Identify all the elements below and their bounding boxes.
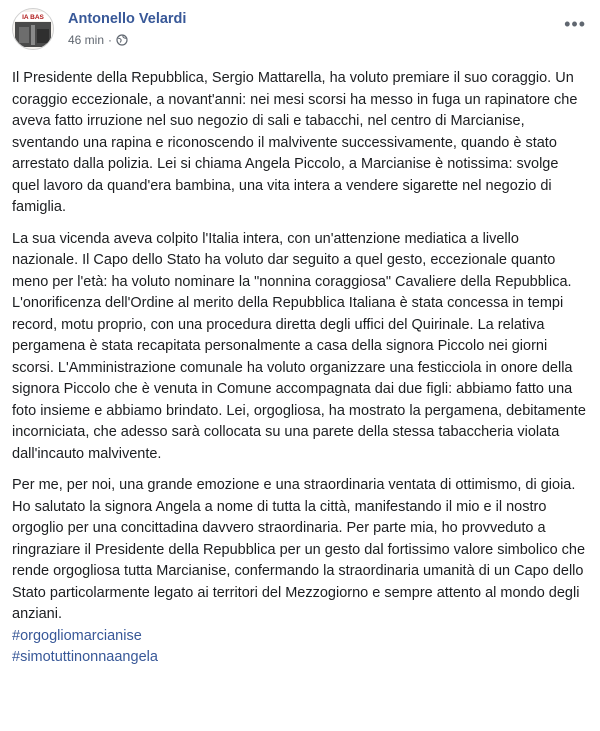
paragraph-1: Il Presidente della Repubblica, Sergio Mattarella, ha voluto premiare il suo coraggio. Un coraggio eccezionale, a novant'anni: nei mesi scorsi ha messo in fuga un rapinatore che aveva fatto irruzione nel suo negozio di sali e tabacchi, nel centro di Marcianise, sventando una rapina e riconoscendo il malvivente successivamente, quando è stato arrestato dalla polizia. Lei si chiama Angela Piccolo, a Marcianise è notissima: svolge quel lavoro da quand'era bambina, una vita intera a vendere sigarette nel negozio di famiglia. xyxy=(12,70,578,215)
post-body xyxy=(12,68,586,669)
paragraph-3: Per me, per noi, una grande emozione e una straordinaria ventata di ottimismo, di gioia. Ho salutato la signora Angela a nome di tutta la città, manifestando il mio e il nostro orgoglio per una concittadina davvero straordinaria. Per parte mia, ho provveduto a ringraziare il Presidente della Repubblica per un gesto dal fortissimo valore simbolico che rende orgogliosa tutta Marcianise, confermando la straordinaria umanità di un Capo dello Stato particolarmente legato ai territori del Mezzogiorno e sempre attento al mondo degli anziani. xyxy=(12,477,586,622)
avatar[interactable] xyxy=(12,8,54,50)
post-meta xyxy=(68,33,128,47)
author-name[interactable]: Antonello Velardi xyxy=(68,11,187,27)
hashtag-orgogliomarcianise[interactable]: #orgogliomarcianise xyxy=(12,627,142,644)
avatar-image xyxy=(13,9,53,49)
hashtag-simotuttinonnaangela[interactable]: #simotuttinonnaangela xyxy=(12,649,158,665)
globe-icon[interactable] xyxy=(116,34,128,46)
timestamp[interactable]: 46 min xyxy=(68,33,105,47)
paragraph-2: La sua vicenda aveva colpito l'Italia intera, con un'attenzione mediatica a livello nazionale. Il Capo dello Stato ha voluto dar seguito a quel gesto, eccezionale quanto meno per l'età: ha voluto nominare la "nonnina coraggiosa" Cavaliere della Repubblica. L'onorificenza dell'Ordine al merito della Repubblica Italiana è stata concessa in tempi record, motu proprio, con una procedura diretta degli uffici del Quirinale. La relativa pergamena è stata recapitata personalmente a casa della signora Piccolo nei giorni scorsi. L'Amministrazione comunale ha voluto organizzare una festicciola in onore della signora Piccolo che è venuta in Comune accompagnata dai due figli: abbiamo fatto una foto insieme e abbiamo brindato. Lei, orgogliosa, ha mostrato la pergamena, debitamente incorniciata, che adesso sarà collocata su una parete della stessa tabaccheria violata dall'incauto malvivente. xyxy=(12,230,586,462)
post-header xyxy=(12,8,588,60)
meta-separator: · xyxy=(108,33,113,47)
more-options-icon[interactable]: ••• xyxy=(564,14,586,34)
avatar-text: IA BAS xyxy=(22,14,44,21)
